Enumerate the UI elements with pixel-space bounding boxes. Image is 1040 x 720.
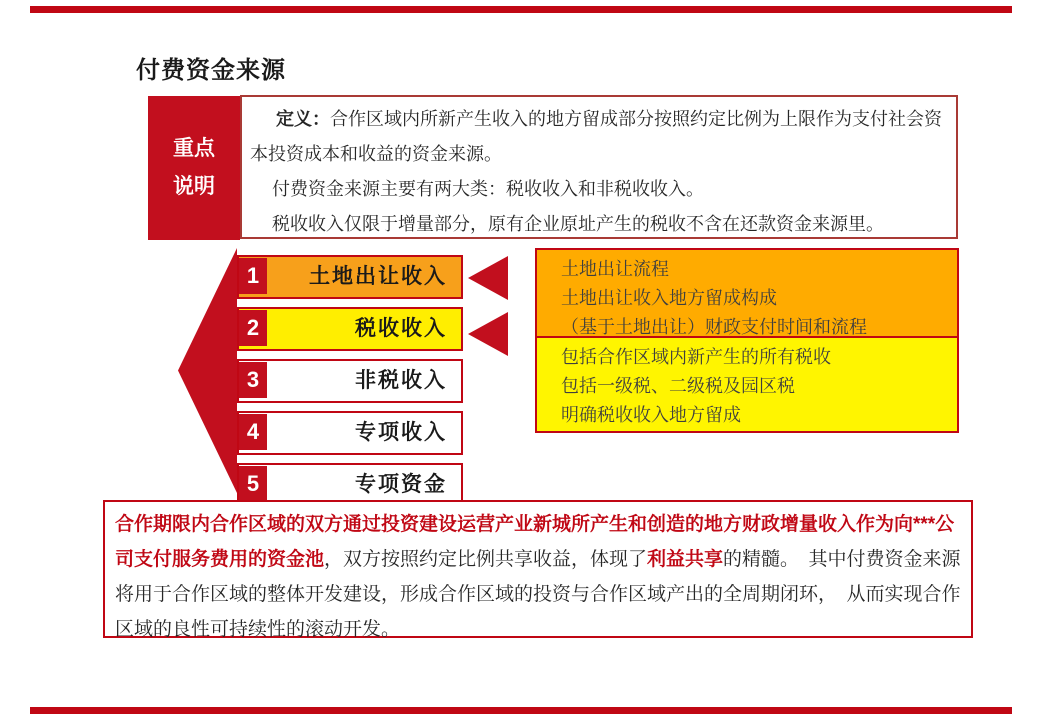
definition-paragraph-3: 税收收入仅限于增量部分，原有企业原址产生的税收不含在还款资金来源里。 [272, 214, 884, 234]
source-row-3 [237, 359, 463, 403]
definition-term: 定义： [276, 109, 330, 129]
definition-text: 合作区域内所新产生收入的地方留成部分按照约定比例为上限作为支付社会资本投资成本和收益的资金来源。 [250, 109, 942, 164]
row-1-label: 土地出让收入 [309, 265, 447, 288]
callout-1-line-2: 土地出让收入地方留成构成 [561, 288, 777, 308]
callout-2-line-2: 包括一级税、二级税及园区税 [561, 376, 795, 396]
row-5-label: 专项资金 [355, 473, 447, 496]
row-1-number-badge: 1 [239, 258, 267, 294]
callout-1-line-1: 土地出让流程 [561, 259, 669, 279]
key-note-label [148, 96, 240, 240]
definition-paragraph-2: 付费资金来源主要有两大类：税收收入和非税收收入。 [272, 179, 704, 199]
row-3-number-badge: 3 [239, 362, 267, 398]
row-2-label: 税收收入 [355, 317, 447, 340]
top-rule [30, 6, 1012, 13]
summary-text-2: 的精髓。 其中付费资金来源将用于合作区域的整体开发建设，形成合作区域的投资与合作区域产出的全周期闭环， 从而实现合作区域的良性可持续性的滚动开发。 [115, 549, 961, 640]
land-transfer-callout [535, 248, 959, 338]
summary-box [103, 500, 973, 638]
bottom-rule [30, 707, 1012, 714]
source-row-1 [237, 255, 463, 299]
key-note-line1: 重点 [173, 137, 215, 160]
source-arrow-label: 来源 [1000, 348, 1027, 408]
source-row-2 [237, 307, 463, 351]
summary-text-1: ，双方按照约定比例共享收益，体现了 [324, 549, 648, 570]
key-note-line2: 说明 [173, 175, 215, 198]
page-title: 付费资金来源 [136, 57, 286, 84]
definition-box [240, 95, 958, 239]
row-3-label: 非税收入 [355, 369, 447, 392]
definition-paragraph-1 [250, 102, 942, 172]
pointer-triangle-1 [468, 256, 508, 300]
row-4-label: 专项收入 [355, 421, 447, 444]
row-5-number-badge: 5 [239, 466, 267, 502]
tax-revenue-callout [535, 338, 959, 433]
source-row-4 [237, 411, 463, 455]
summary-highlight-1: 合作期限内合作区域的双方通过投资建设运营产业新城所产生和创造的地方财政增量收入作为向***公司支付服务费用的资金池 [115, 514, 955, 570]
callout-1-line-3: （基于土地出让）财政支付时间和流程 [561, 317, 867, 337]
row-4-number-badge: 4 [239, 414, 267, 450]
callout-2-line-1: 包括合作区域内新产生的所有税收 [561, 347, 831, 367]
callout-2-line-3: 明确税收收入地方留成 [561, 405, 741, 425]
summary-highlight-2: 利益共享 [647, 549, 724, 570]
row-2-number-badge: 2 [239, 310, 267, 346]
